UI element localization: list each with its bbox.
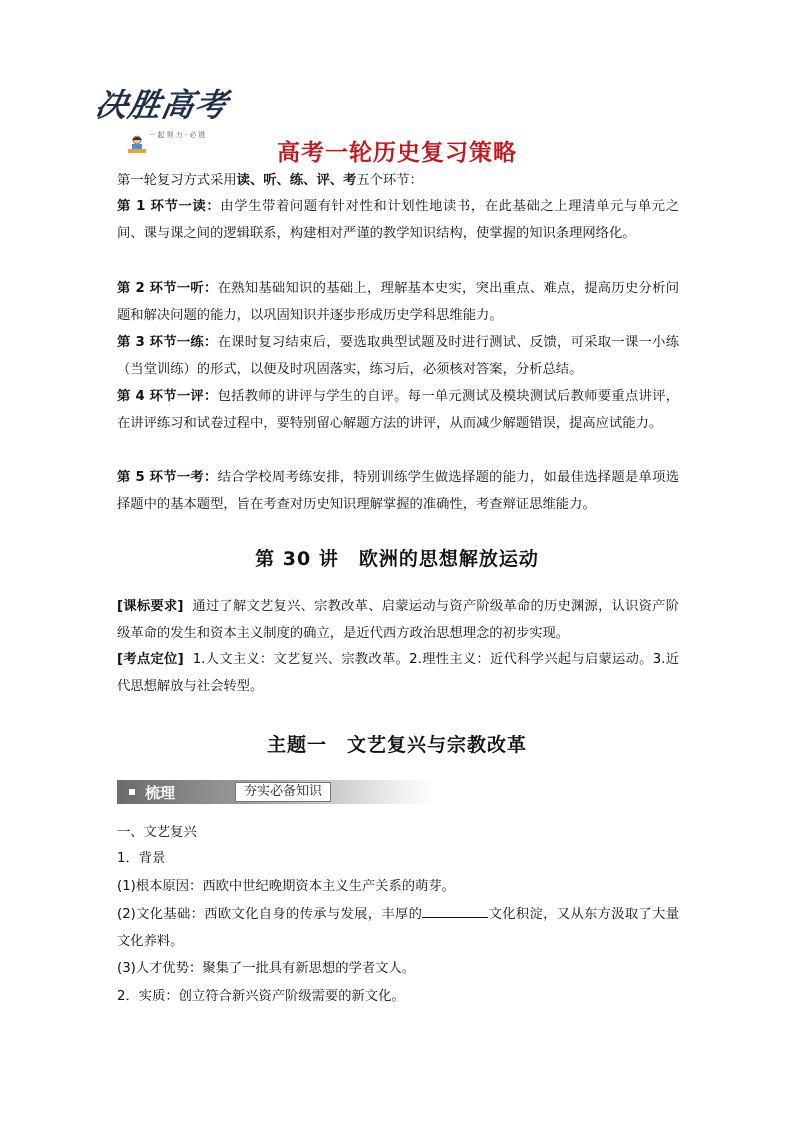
item2-before: (2)文化基础：西欧文化自身的传承与发展，丰厚的	[117, 907, 423, 922]
lecture-title: 第 30 讲 欧洲的思想解放运动	[255, 548, 539, 570]
content-item-2	[117, 902, 679, 955]
content-item-1: (1)根本原因：西欧中世纪晚期资本主义生产关系的萌芽。	[117, 879, 455, 894]
strategy-step-listen	[117, 276, 679, 329]
intro-prefix: 第一轮复习方式采用	[117, 173, 237, 188]
item2-after: 文化积淀，又从东方汲取了大量文化养料。	[117, 907, 679, 949]
strategy-step-read	[117, 194, 679, 247]
step-label: 第 4 环节一评：	[117, 389, 218, 404]
strategy-intro	[117, 168, 679, 195]
step-text: 在熟知基础知识的基础上，理解基本史实，突出重点、难点，提高历史分析问题和解决问题的能力，以巩固知识并逐步形成历史学科思维能力。	[117, 281, 679, 323]
fill-in-blank[interactable]	[422, 903, 488, 918]
step-label: 第 5 环节一考：	[117, 470, 218, 485]
exam-focus	[117, 647, 679, 700]
curriculum-standard	[117, 594, 679, 647]
focus-label: [考点定位]	[117, 652, 184, 667]
step-label: 第 1 环节一读：	[117, 199, 221, 214]
focus-text: 1.人文主义：文艺复兴、宗教改革。2.理性主义：近代科学兴起与启蒙运动。3.近代思想解放与社会转型。	[117, 652, 679, 694]
step-text: 由学生带着问题有针对性和计划性地读书，在此基础之上理清单元与单元之间、课与课之间的逻辑联系，构建相对严谨的教学知识结构，使掌握的知识条理网络化。	[117, 199, 680, 241]
section-banner	[117, 780, 433, 804]
step-label: 第 3 环节一练：	[117, 335, 218, 350]
logo-text: 决胜高考	[92, 86, 232, 124]
content-heading: 一、文艺复兴	[117, 825, 197, 840]
intro-bold: 读、听、练、评、考	[236, 173, 357, 188]
logo-subtitle: 一 起 努 力 · 必 胜	[148, 131, 206, 139]
strategy-step-review	[117, 384, 679, 437]
step-text: 包括教师的讲评与学生的自评。每一单元测试及模块测试后教师要重点讲评，在讲评练习和试卷过程中，要特别留心解题方法的讲评，从而减少解题错误，提高应试能力。	[117, 389, 679, 431]
content-sub-background: 1．背景	[117, 851, 166, 866]
banner-box: 夯实必备知识	[235, 782, 331, 802]
content-sub-essence: 2．实质：创立符合新兴资产阶级需要的新文化。	[117, 989, 405, 1004]
square-bullet-icon	[129, 789, 135, 795]
content-item-3: (3)人才优势：聚集了一批具有新思想的学者文人。	[117, 961, 416, 976]
step-text: 在课时复习结束后，要选取典型试题及时进行测试、反馈，可采取一课一小练（当堂训练）的形式，以便及时巩固落实，练习后，必须核对答案，分析总结。	[117, 335, 679, 377]
topic-title: 主题一 文艺复兴与宗教改革	[266, 734, 527, 756]
strategy-step-practice	[117, 330, 679, 383]
standard-label: [课标要求]	[117, 599, 184, 614]
standard-text: 通过了解文艺复兴、宗教改革、启蒙运动与资产阶级革命的历史渊源，认识资产阶级革命的发生和资本主义制度的确立，是近代西方政治思想理念的初步实现。	[117, 599, 679, 641]
banner-label: 梳理	[145, 784, 176, 802]
intro-suffix: 五个环节：	[356, 173, 423, 188]
step-label: 第 2 环节一听：	[117, 281, 218, 296]
step-text: 结合学校周考练安排，特别训练学生做选择题的能力，如最佳选择题是单项选择题中的基本题型，旨在考查对历史知识理解掌握的准确性，考查辩证思维能力。	[117, 470, 679, 512]
strategy-step-exam	[117, 465, 679, 518]
page-title: 高考一轮历史复习策略	[277, 140, 517, 166]
